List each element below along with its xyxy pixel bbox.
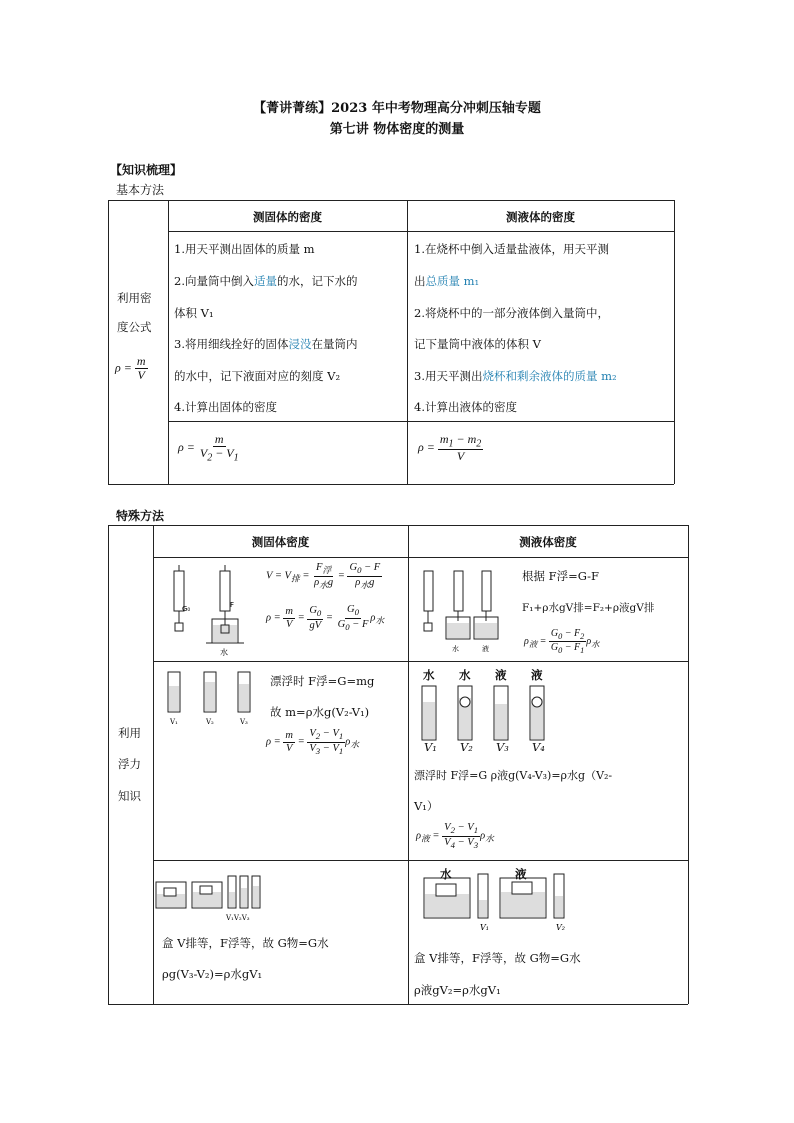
r1-liquid-formula: $\rho_液$ = $\frac{G_0 - F_2}{G_0 - F_1}$ $\rho_水$ bbox=[524, 628, 600, 656]
liquid-step-1: 1.在烧杯中倒入适量盐液体，用天平测 bbox=[414, 242, 609, 256]
col-liquid: 测液体密度 bbox=[519, 535, 577, 549]
r2-label-water-1: 水 bbox=[423, 668, 435, 682]
col-solid-density: 测固体的密度 bbox=[253, 210, 322, 224]
r2-liquid-text-2: V₁） bbox=[414, 799, 439, 813]
solid-step-4: 4.计算出固体的密度 bbox=[174, 400, 277, 414]
liquid-step-2-cont: 记下量筒中液体的体积 V bbox=[414, 337, 541, 351]
basic-method-heading: 基本方法 bbox=[116, 183, 165, 197]
r2-solid-text-2: 故 m=ρ水g(V₂-V₁) bbox=[270, 705, 370, 719]
r3-solid-text-2: ρg(V₃-V₂)=ρ水gV₁ bbox=[162, 967, 263, 981]
density-formula: ρ = $\frac{m}{V}$ bbox=[115, 354, 146, 383]
row-header-3: 知识 bbox=[118, 789, 141, 803]
r2-v4: V₄ bbox=[532, 740, 545, 754]
svg-text:V₁V₂V₃: V₁V₂V₃ bbox=[226, 914, 250, 922]
solid-step-3-cont: 的水中，记下液面对应的刻度 V₂ bbox=[174, 369, 341, 383]
col-solid: 测固体密度 bbox=[251, 535, 310, 549]
r3-liquid-text-2: ρ液gV₂=ρ水gV₁ bbox=[414, 983, 501, 997]
r1-solid-formula-2: ρ = $\frac{m}{V}$ = $\frac{G_0}{gV}$ = $\frac{G_0}{G_0 - F}$ $\rho_水$ bbox=[266, 604, 385, 632]
r2-liquid-text-1: 漂浮时 F浮=G ρ液g(V₄-V₃)=ρ水g（V₂- bbox=[414, 769, 613, 782]
doc-title: 【菁讲菁练】2023 年中考物理高分冲刺压轴专题 bbox=[253, 101, 541, 116]
r2-v3: V₃ bbox=[496, 740, 509, 754]
solid-step-2-cont: 体积 V₁ bbox=[174, 306, 214, 320]
col-liquid-density: 测液体的密度 bbox=[506, 210, 575, 224]
svg-text:V₁: V₁ bbox=[480, 923, 489, 932]
liquid-density-formula: ρ = $\frac{m_1 - m_2}{V}$ bbox=[418, 432, 482, 464]
box-float-solid-diagram bbox=[156, 874, 268, 924]
r3-label-liquid: 液 bbox=[515, 867, 527, 881]
r2-label-liquid-2: 液 bbox=[531, 668, 543, 682]
r2-solid-formula: ρ = $\frac{m}{V}$ = $\frac{V_2 - V_1}{V_3 - V_1}$ $\rho_水$ bbox=[266, 728, 360, 756]
r1-liquid-text-2: F₁+ρ水gV排=F₂+ρ液gV排 bbox=[522, 602, 655, 614]
r2-solid-text-1: 漂浮时 F浮=G=mg bbox=[270, 674, 375, 688]
solid-step-1: 1.用天平测出固体的质量 m bbox=[174, 242, 315, 256]
special-method-heading: 特殊方法 bbox=[116, 509, 165, 523]
solid-step-3: 3.将用细线拴好的固体浸没在量筒内 bbox=[174, 337, 358, 351]
svg-text:V₃: V₃ bbox=[240, 718, 248, 726]
r2-label-liquid-1: 液 bbox=[495, 668, 507, 682]
r3-label-water: 水 bbox=[440, 867, 452, 881]
spring-scale-liquid-diagram bbox=[414, 563, 514, 658]
r2-label-water-2: 水 bbox=[459, 668, 471, 682]
row-header-line1: 利用密 bbox=[117, 291, 152, 305]
svg-text:水: 水 bbox=[452, 645, 459, 653]
liquid-step-3: 3.用天平测出烧杯和剩余液体的质量 m₂ bbox=[414, 369, 617, 383]
solid-density-formula: ρ = $\frac{m}{V_2 - V_1}$ bbox=[178, 432, 239, 464]
lecture-title: 第七讲 物体密度的测量 bbox=[329, 122, 465, 137]
svg-text:G₀: G₀ bbox=[182, 605, 191, 613]
svg-text:V₂: V₂ bbox=[206, 718, 214, 726]
svg-text:F: F bbox=[230, 601, 235, 609]
row-header-1: 利用 bbox=[118, 726, 141, 740]
svg-text:V₁: V₁ bbox=[170, 718, 178, 726]
solid-step-2: 2.向量筒中倒入适量的水，记下水的 bbox=[174, 274, 358, 288]
cylinders-liquid-diagram bbox=[414, 664, 574, 756]
r2-v2: V₂ bbox=[460, 740, 473, 754]
svg-text:水: 水 bbox=[220, 648, 228, 657]
cylinders-solid-diagram bbox=[166, 668, 258, 728]
knowledge-heading: 【知识梳理】 bbox=[110, 163, 183, 177]
svg-text:V₂: V₂ bbox=[556, 923, 565, 932]
r2-v1: V₁ bbox=[424, 740, 437, 754]
row-header-line2: 度公式 bbox=[117, 320, 152, 334]
liquid-step-1-cont: 出总质量 m₁ bbox=[414, 274, 480, 288]
row-header-2: 浮力 bbox=[118, 757, 141, 771]
spring-scale-solid-diagram bbox=[160, 563, 260, 658]
svg-text:液: 液 bbox=[482, 645, 489, 653]
liquid-step-4: 4.计算出液体的密度 bbox=[414, 400, 517, 414]
r2-liquid-formula: $\rho_液$ = $\frac{V_2 - V_1}{V_4 - V_3}$ $\rho_水$ bbox=[416, 822, 494, 850]
r3-solid-text-1: 盒 V排等，F浮等，故 G物=G水 bbox=[162, 936, 329, 950]
r3-liquid-text-1: 盒 V排等，F浮等，故 G物=G水 bbox=[414, 951, 581, 965]
r1-liquid-text-1: 根据 F浮=G-F bbox=[522, 569, 600, 583]
r1-solid-formula-1: $V = V_排$ = $\frac{F_浮}{\rho_水g}$ = $\frac{G_0 - F}{\rho_水g}$ bbox=[266, 562, 381, 590]
liquid-step-2: 2.将烧杯中的一部分液体倒入量筒中， bbox=[414, 306, 609, 320]
